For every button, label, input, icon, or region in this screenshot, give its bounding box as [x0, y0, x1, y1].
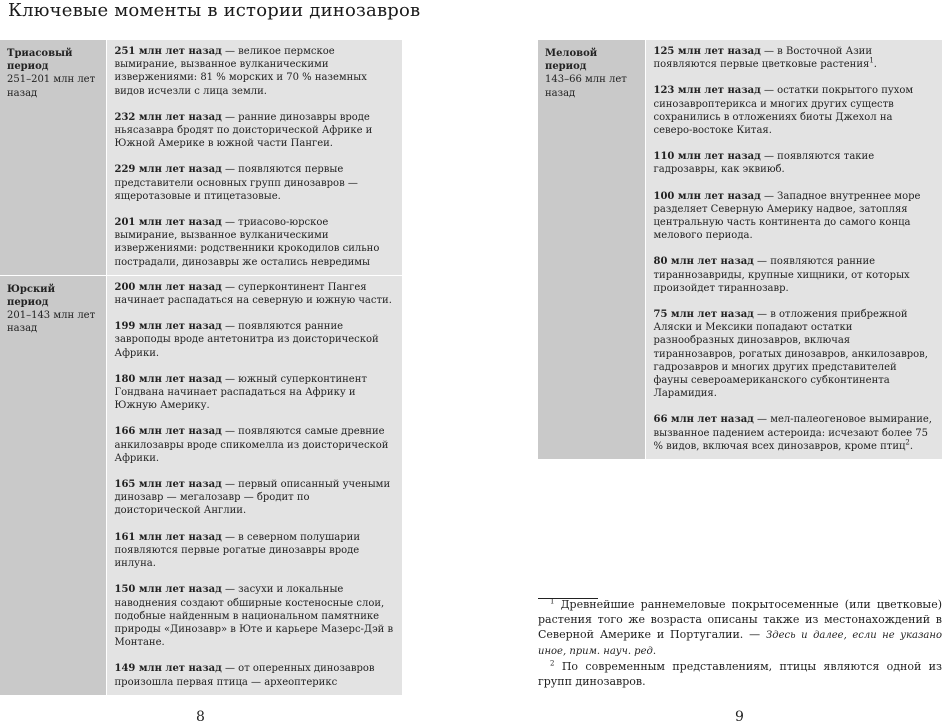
event-item	[654, 413, 935, 453]
event-time: 149 млн лет назад	[114, 663, 222, 675]
event-item	[115, 320, 395, 360]
event-time: 180 млн лет назад	[114, 373, 222, 385]
event-time: 166 млн лет назад	[114, 426, 222, 438]
footnote-ref: 1	[869, 56, 874, 65]
event-text: — от оперенных динозавров произошла первая птица — археоптерикс	[114, 663, 375, 688]
event-text: — в Восточной Азии появляются первые цветковые растения	[653, 46, 872, 71]
event-text: — суперконтинент Пангея начинает распадаться на северную и южную части.	[114, 281, 392, 307]
event-item	[654, 308, 935, 400]
event-time: 251 млн лет назад	[114, 46, 222, 57]
event-item	[115, 478, 395, 518]
period-name: Юрский период	[7, 283, 56, 309]
event-item	[115, 531, 395, 571]
event-time: 200 млн лет назад	[114, 281, 222, 293]
page-title: Ключевые моменты в истории динозавров	[8, 0, 421, 21]
event-item	[115, 425, 395, 465]
event-time: 125 млн лет назад	[653, 46, 761, 57]
event-item	[654, 84, 935, 137]
event-time: 232 млн лет назад	[114, 111, 222, 123]
event-text: — первый описанный учеными динозавр — мегалозавр — бродит по доисторической Англии.	[114, 479, 391, 517]
period-row	[0, 40, 402, 275]
timeline-table-right	[538, 40, 942, 459]
event-text: — в отложения прибрежной Аляски и Мексики попадают остатки разнообразных динозавров, включая тираннозавров, рогатых динозавров, анкилозавров, гадрозавров и многих других представителей фауны североамериканского субконтинента Ларамидия.	[653, 309, 928, 400]
footnote-ref: 2	[905, 438, 910, 447]
footnote-1-mark: 1	[550, 597, 555, 606]
event-text: — мел-палеогеновое вымирание, вызванное падением астероида: исчезают более 75 % видов, включая всех динозавров, кроме птиц	[653, 414, 932, 452]
event-text: — появляются самые древние анкилозавры вроде спикомелла из доисторической Африки.	[114, 426, 389, 464]
event-time: 80 млн лет назад	[653, 256, 754, 268]
event-text: — триасово-юрское вымирание, вызванное вулканическими извержениями: родственники крокодилов сильно пострадали, динозавры же остались невредимы	[114, 217, 380, 268]
period-cell	[0, 40, 106, 275]
period-years: 251–201 млн лет назад	[7, 74, 96, 99]
event-time: 201 млн лет назад	[114, 217, 222, 229]
event-item	[115, 373, 395, 413]
event-time: 199 млн лет назад	[114, 321, 222, 333]
footnotes	[538, 597, 942, 689]
period-row	[0, 275, 402, 694]
events-cell	[645, 40, 942, 459]
events-cell	[106, 275, 402, 694]
event-tail: .	[873, 59, 877, 71]
event-time: 229 млн лет назад	[114, 164, 222, 176]
events-cell	[106, 40, 402, 275]
event-text: — появляются первые представители основных групп динозавров — ящеротазовые и птицетазовые.	[114, 164, 358, 202]
footnote-1	[538, 597, 942, 659]
period-cell	[538, 40, 645, 459]
period-years: 143–66 млн лет назад	[545, 74, 627, 99]
event-item	[654, 45, 935, 71]
event-item	[115, 45, 395, 98]
event-time: 161 млн лет назад	[114, 531, 222, 543]
event-text: — великое пермское вымирание, вызванное вулканическими извержениями: 81 % морских и 70 % наземных видов исчезли с лица земли.	[114, 46, 367, 97]
event-text: — появляются ранние завроподы вроде антетонитра из доисторической Африки.	[114, 321, 379, 359]
event-item	[654, 150, 935, 176]
event-item	[115, 281, 395, 307]
event-time: 165 млн лет назад	[114, 479, 222, 491]
event-text: — засухи и локальные наводнения создают обширные костеносные слои, подобные найденным в национальном памятнике природы «Динозавр» в Юте и карьере Мазерс-Дэй в Монтане.	[114, 584, 394, 649]
timeline-table-left	[0, 40, 402, 695]
footnote-2-text: По современным представлениям, птицы являются одной из групп динозавров.	[538, 660, 942, 688]
event-item	[115, 163, 395, 203]
event-time: 150 млн лет назад	[114, 584, 222, 596]
event-item	[654, 255, 935, 295]
event-time: 100 млн лет назад	[653, 190, 761, 202]
page-number-left: 8	[196, 709, 205, 725]
event-text: — появляются такие гадрозавры, как эквиюб.	[653, 151, 875, 176]
period-name: Меловой период	[545, 48, 598, 73]
footnote-2	[538, 659, 942, 689]
event-item	[115, 583, 395, 649]
period-name: Триасовый период	[7, 48, 73, 73]
footnote-1-text: Древнейшие раннемеловые покрытосеменные (или цветковые) растения того же возраста описаны также из местонахождений в Северной Америке и Португалии. —	[538, 598, 942, 641]
event-text: — Западное внутреннее море разделяет Северную Америку надвое, затопляя центральную часть континента до самого конца мелового периода.	[653, 190, 921, 242]
event-time: 110 млн лет назад	[653, 151, 761, 163]
event-text: — ранние динозавры вроде ньясазавра бродят по доисторической Африке и Южной Америке в южной части Пангеи.	[114, 111, 373, 150]
period-cell	[0, 275, 106, 694]
period-row	[538, 40, 942, 459]
event-text: — появляются ранние тираннозавриды, крупные хищники, от которых произойдет тираннозавр.	[653, 256, 910, 294]
event-item	[115, 111, 395, 151]
event-item	[654, 190, 935, 243]
event-time: 123 млн лет назад	[653, 85, 761, 97]
event-time: 66 млн лет назад	[653, 414, 754, 426]
footnote-1-editor-note: Здесь и далее, если не указано иное, прим. науч. ред.	[538, 630, 942, 657]
event-text: — южный суперконтинент Гондвана начинает распадаться на Африку и Южную Америку.	[114, 373, 367, 412]
page-number-right: 9	[735, 709, 744, 725]
event-text: — в северном полушарии появляются первые рогатые динозавры вроде инлуна.	[114, 531, 361, 570]
event-item	[115, 216, 395, 269]
event-text: — остатки покрытого пухом синозавроптерикса и многих других существ сохранились в отложениях биоты Джехол на северо-востоке Китая.	[653, 85, 914, 137]
event-item	[115, 662, 395, 688]
event-time: 75 млн лет назад	[653, 309, 754, 321]
footnote-2-mark: 2	[550, 659, 555, 668]
event-tail: .	[909, 440, 914, 452]
period-years: 201–143 млн лет назад	[7, 310, 96, 335]
